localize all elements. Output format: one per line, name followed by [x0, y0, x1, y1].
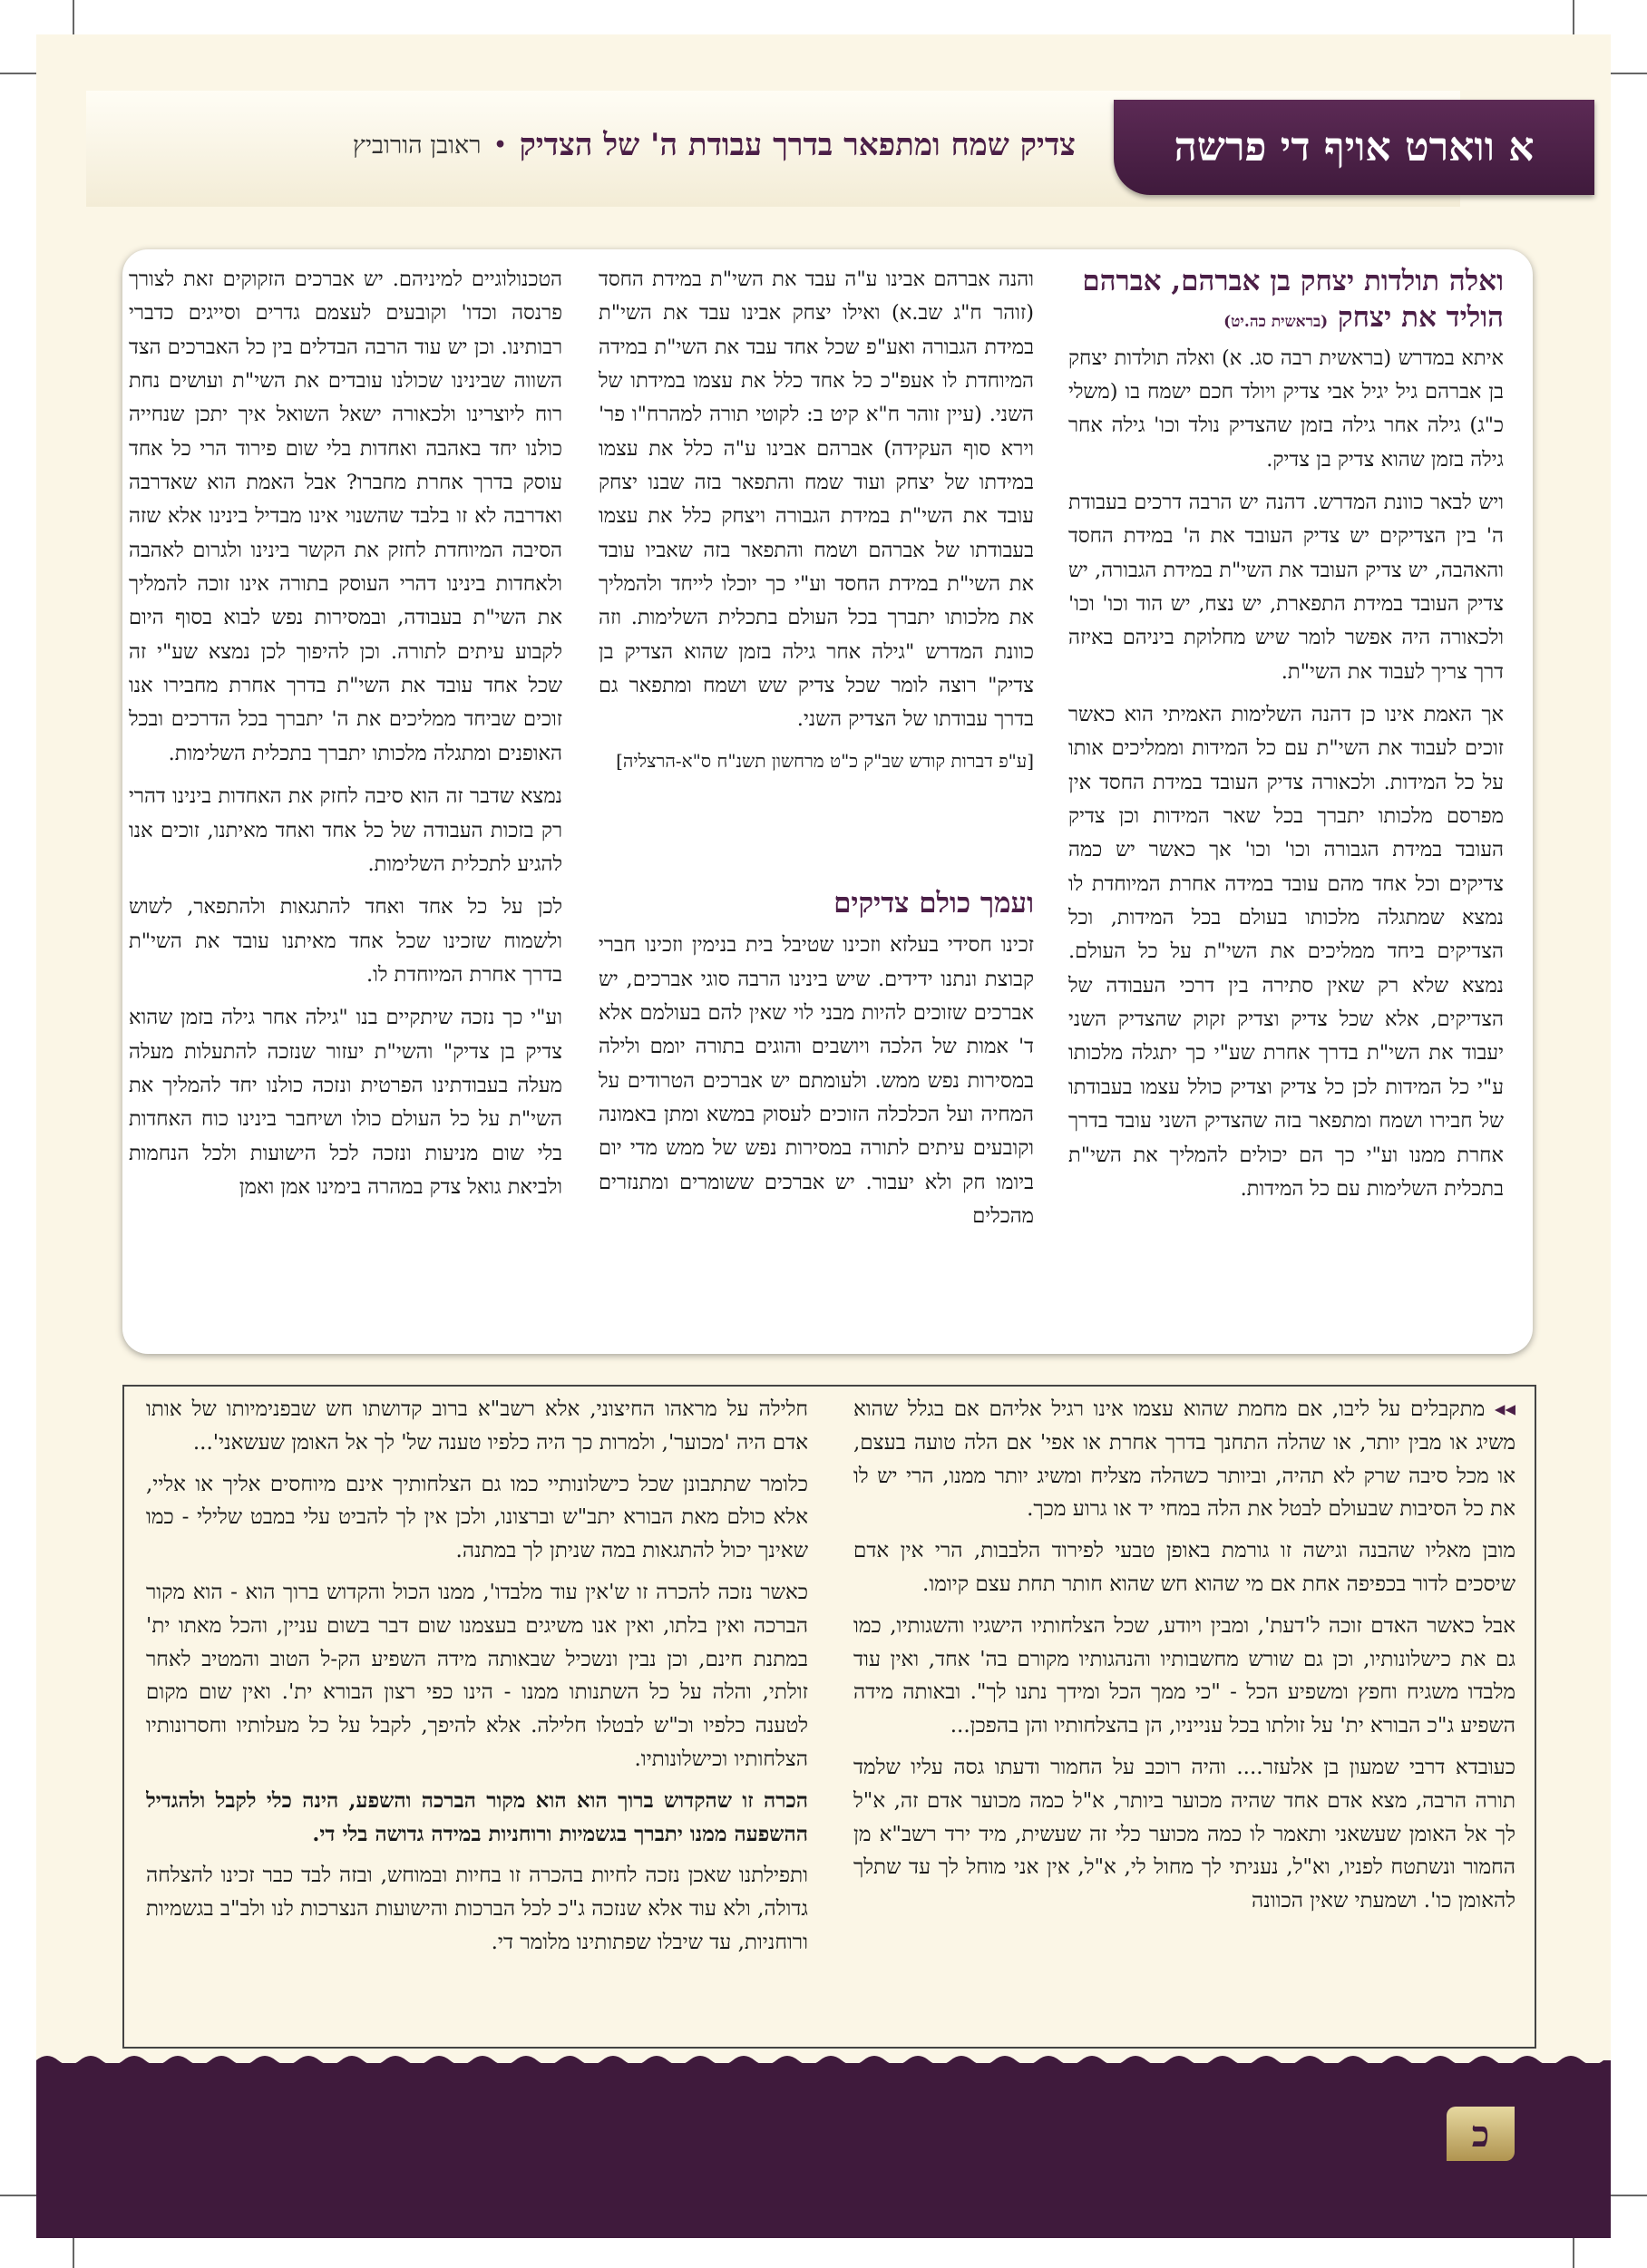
paragraph-text: מתקבלים על ליבו, אם מחמת שהוא עצמו אינו רגיל אליהם אם בגלל שהוא משיג או מבין יותר, או שהלה התחנך בדרך אחרת או אפי' אם הלה טועה בעצם, או מכל סיבה שרק לא תהיה, וביותר כשהלה מצליח ומשיג יותר ממנו, הרי יש לו את כל הסיבות שבעולם לבטל את הלה במחי יד או גרוע מכך.	[853, 1397, 1515, 1522]
paragraph: לכן על כל אחד ואחד להתגאות ולהתפאר, לשוש ולשמוח שזכינו שכל אחד מאיתנו עובד את השי"ת בדרך אחרת המיוחדת לו.	[129, 895, 562, 987]
article-title	[1068, 263, 1504, 336]
paragraph: והנה אברהם אבינו ע"ה עבד את השי"ת במידת החסד (זוהר ח"ג שב.א) ואילו יצחק אבינו עבד את השי"ת במידת הגבורה ואע"פ שכל אחד עבד את השי"ת במידה המיוחדת לו אעפ"כ כל אחד כלל את עצמו במידתו של השני. (עיין זוהר ח"א קיט ב: לקוטי תורה למהרח"ו פר' וירא סוף העקידה) אברהם אבינו ע"ה כלל את עצמו במידתו של יצחק ועוד שמח והתפאר בזה שבנו יצחק עובד את השי"ת במידת הגבורה ויצחק כלל את עצמו בעבודתו של אברהם ושמח והתפאר בזה שאביו עובד את השי"ת במידת החסד וע"י כך יוכלו לייחד ולהמליך את מלכותו יתברך בכל העולם בתכלית השלימות. וזה כוונת המדרש "גילה אחר גילה בזמן שהוא הצדיק בן צדיק" רוצה לומר שכל צדיק שש ושמח ומתפאר גם בדרך עבודתו של הצדיק השני.	[599, 268, 1034, 732]
paragraph: כעובדא דרבי שמעון בן אלעזר.... והיה רוכב על החמור ודעתו גסה עליו שלמד תורה הרבה, מצא אדם אחד שהיה מכוער ביותר, א"ל כמה מכוער אדם זה, א"ל לך אל האומן שעשאני ותאמר לו כמה מכוער כלי זה שעשית, מיד ירד רשב"א מן החמור ונשתטח לפניו, וא"ל, נעניתי לך מחול לי, א"ל, אין אני מוחל לך עד שתלך להאומן כו'. ושמעתי שאין הכוונה	[853, 1755, 1515, 1913]
article-subtitle: צדיק שמח ומתפאר בדרך עבודת ה' של הצדיק	[519, 127, 1076, 163]
separator-dot: •	[493, 133, 507, 157]
article-column-2	[599, 263, 1034, 1347]
paragraph: איתא במדרש (בראשית רבה סג. א) ואלה תולדות יצחק בן אברהם גיל יגיל אבי צדיק ויולד חכם ישמח בו (משלי כ"ג) גילה אחר גילה בזמן שהצדיק נולד וכו' גילה אחר גילה בזמן שהוא צדיק בן צדיק.	[1068, 346, 1504, 472]
paragraph: כאשר נזכה להכרה זו ש'אין עוד מלבדו', ממנו הכול והקדוש ברוך הוא - הוא מקור הברכה ואין בלתו, ואין אנו משיגים בעצמנו שום דבר בשום עניין, והכל מאתו ית' במתנת חינם, וכן נבין ונשכיל שבאותה מידה השפיע הק-ל הטוב והמטיב לאחר זולתי, והלה על כל השתנותו ממנו - הינו כפי רצון הבורא ית'. ואין שום מקום לטענה כלפיו וכ"ש לבטלו חלילה. אלא להיפך, לקבל על כל מעלותיו וחסרונותיו הצלחותיו וכישלונותיו.	[146, 1580, 808, 1771]
spacer	[599, 785, 1034, 885]
paragraph: וע"י כך נזכה שיתקיים בנו "גילה אחר גילה בזמן שהוא צדיק בן צדיק" והשי"ת יעזור שנזכה להתעלות מעלה מעלה בעבודתינו הפרטית ונזכה כולנו יחד להמליך את השי"ת על כל העולם כולו ושיחבר בינינו כוח האחדות בלי שום מניעות ונזכה לכל הישועות ולכל הנחמות ולביאת גואל צדק במהרה בימינו אמן ואמן	[129, 1006, 562, 1199]
article-title-source: (בראשית כה.יט)	[1223, 313, 1329, 332]
paragraph: ותפילתנו שאכן נזכה לחיות בהכרה זו בחיות ובמוחש, ובזה לבד כבר זכינו להצלחה גדולה, ולא עוד אלא שנזכה ג"כ לכל הברכות והישועות הנצרכות לנו ולב"ב בגשמיות ורוחניות, עד שיבלו שפתותינו מלומר די.	[146, 1864, 808, 1954]
paragraph: חלילה על מראהו החיצוני, אלא רשב"א ברוב קדושתו חש שבפנימיותו של אותו אדם היה 'מכוער', ולמרות כך היה כלפיו טענה של' לך אל האומן שעשאני'...	[146, 1397, 808, 1455]
paragraph: מובן מאליו שהבנה וגישה זו גורמת באופן טבעי לפירוד הלבבות, הרי אין אדם שיסכים לדור בכפיפה אחת אם מי שהוא חש שהוא חותר תחת עצם קיומו.	[853, 1539, 1515, 1596]
continuation-marker-icon: ◂◂	[1494, 1397, 1515, 1421]
banner-title: א ווארט אויף די פרשה	[1174, 124, 1535, 170]
paragraph: כלומר שתתבונן שכל כישלונותיי כמו גם הצלחותיך אינם מיוחסים אליך או אליי, אלא כולם מאת הבורא יתב"ש וברצונו, ולכן אין לך להביט עלי במבט שלילי - כמו שאינך יכול להתגאות במה שניתן לך במתנה.	[146, 1472, 808, 1563]
section-title-banner	[1114, 100, 1594, 195]
article-title-text: ואלה תולדות יצחק בן אברהם, אברהם הוליד את יצחק	[1082, 265, 1504, 335]
article-subtitle-line	[169, 118, 1076, 172]
paragraph: אך האמת אינו כן דהנה השלימות האמיתי הוא כאשר זוכים לעבוד את השי"ת עם כל המידות וממליכים אותו על כל המידות. ולכאורה צדיק העובד במידת החסד אין מפרסם מלכותו יתברך בכל שאר המידות וכן צדיק העובד במידת הגבורה וכו' וכו' אך כאשר יש כמה צדיקים וכל אחד מהם עובד במידה אחרת המיוחדת לו נמצא שמתגלה מלכותו בעולם בכל המידות, וכל הצדיקים ביחד ממליכים את השי"ת על כל העולם. נמצא שלא רק שאין סתירה בין דרכי העבודה של הצדיקים, אלא שכל צדיק וצדיק זקוק שהצדיק השני יעבוד את השי"ת בדרך אחרת שע"י כך יתגלה מלכותו ע"י כל המידות לכן כל צדיק וצדיק כולל עצמו בעבודתו של חבירו ושמח ומתפאר בזה שהצדיק השני עובד בדרך אחרת ממנו וע"י כך הם יכולים להמליך את השי"ת בתכלית השלימות עם כל המידות.	[1068, 703, 1504, 1201]
paragraph-bold: הכרה זו שהקדוש ברוך הוא הוא מקור הברכה והשפע, הינה כלי לקבל ולהגדיל ההשפעה ממנו יתברך בגשמיות ורוחניות במידה גדושה בלי די.	[146, 1787, 808, 1846]
author-name: ראובן הורוביץ	[352, 131, 482, 160]
paragraph	[853, 1393, 1515, 1526]
paragraph: זכינו חסידי בעלזא וזכינו שטיבל בית בנימין וזכינו חברי קבוצת ונתנו ידידים. שיש בינינו הרבה סוגי אברכים, יש אברכים שזוכים להיות מבני לוי שאין להם בעולמם אלא ד' אמות של הלכה ויושבים והוגים בתורה יומם ולילה במסירות נפש ממש. ולעומתם יש אברכים הטרודים על המחיה ועל הכלכלה הזוכים לעסוק במשא ומתן באמונה וקובעים עיתים לתורה במסירות נפש של ממש מדי יום ביומו חק ולא יעבור. יש אברכים ששומרים ומתנזרים מהכלים	[599, 933, 1034, 1229]
bottom-column-2	[146, 1393, 808, 2039]
paragraph: אבל כאשר האדם זוכה ל'דעת', ומבין ויודע, שכל הצלחותיו הישגיו והשגותיו, כמו גם את כישלונותיו, וכן גם שורש מחשבותיו והנהגותיו מקורם בה' אחד, ואין עוד מלבדו משגיח וחפץ ומשפיע הכל - "כי ממך הכל ומידך נתנו לך". ובאותה מידה השפיע ג"כ הבורא ית' על זולתו בכל ענייניו, הן בהצלחותיו והן בהפכן...	[853, 1613, 1515, 1738]
source-note: [ע"פ דברות קודש שב"ק כ"ט מרחשון תשנ"ח ס"א-הרצליה]	[616, 749, 1034, 772]
bottom-column-1	[853, 1393, 1515, 2039]
section-heading: ועמך כולם צדיקים	[833, 887, 1034, 920]
paragraph: ויש לבאר כוונת המדרש. דהנה יש הרבה דרכים בעבודת ה' בין הצדיקים יש צדיק העובד את ה' במידת החסד והאהבה, יש צדיק העובד את השי"ת במידת הגבורה, יש צדיק העובד במידת התפארת, יש נצח, יש הוד וכו' וכו' ולכאורה היה אפשר לומר שיש מחלוקת ביניהם באיזה דרך צריך לעבוד את השי"ת.	[1068, 490, 1504, 684]
page-number: כ	[1447, 2107, 1515, 2161]
article-column-3	[129, 263, 562, 1347]
article-column-1	[1068, 263, 1504, 1347]
footer-band	[36, 2063, 1611, 2238]
paragraph: הטכנולוגיים למיניהם. יש אברכים הזקוקים זאת לצורך פרנסה וכדו' וקובעים לעצמם גדרים וסייגים כדברי רבותינו. וכן יש עוד הרבה הבדלים בין כל האברכים הצד השווה שבינינו שכולנו עובדים את השי"ת ועושים נחת רוח ליוצרינו ולכאורה ישאל השואל איך יתכן שנחייה כולנו יחד באהבה ואחדות בלי שום פירוד הרי כל אחד עוסק בדרך אחרת מחברו? אבל האמת הוא שאדרבה ואדרבה לא זו בלבד שהשנוי אינו מבדיל בינינו אלא שזה הסיבה המיוחדת לחזק את הקשר בינינו ולגרום לאהבה ולאחדות בינינו דהרי העוסק בתורה אינו זוכה להמליך את השי"ת בעבודה, ובמסירות נפש לבוא בסוף היום לקבוע עיתים לתורה. וכן להיפוך לכן נמצא שע"י זה שכל אחד עובד את השי"ת בדרך אחרת מחבירו אנו זוכים שביחד ממליכים את ה' יתברך בכל הדרכים ובכל האופנים ומתגלה מלכותו יתברך בתכלית השלימות.	[129, 268, 562, 765]
paragraph: נמצא שדבר זה הוא סיבה לחזק את האחדות בינינו דהרי רק בזכות העבודה של כל אחד ואחד מאיתנו, זוכים אנו להגיע לתכלית השלימות.	[129, 784, 562, 876]
